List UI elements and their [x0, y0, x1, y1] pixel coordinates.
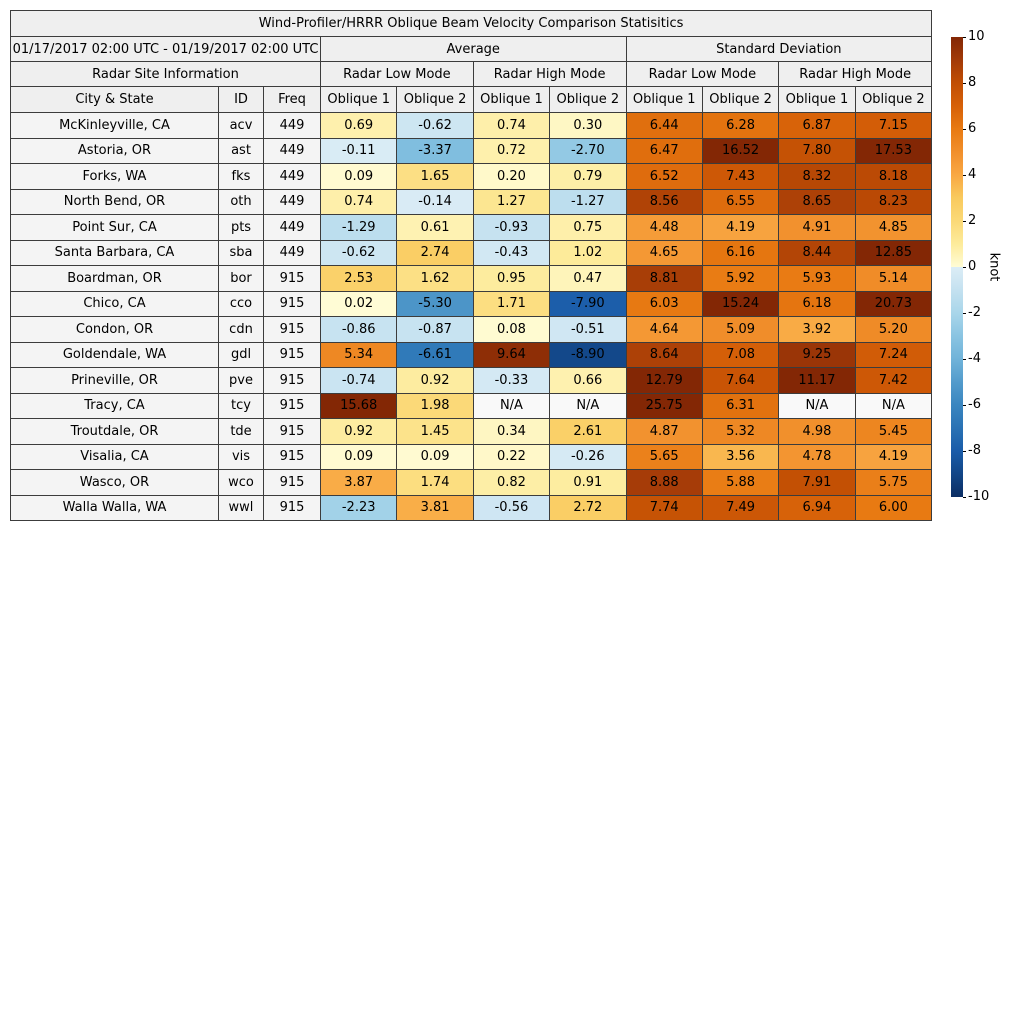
value-cell: 2.72 [550, 495, 626, 521]
freq-cell: 915 [264, 470, 321, 496]
city-cell: Visalia, CA [11, 444, 219, 470]
table-row [11, 164, 932, 190]
freq-cell: 915 [264, 495, 321, 521]
value-cell: 12.79 [626, 368, 702, 394]
city-cell: Troutdale, OR [11, 419, 219, 445]
freq-cell: 915 [264, 444, 321, 470]
value-cell: 0.08 [473, 317, 549, 343]
value-cell: N/A [550, 393, 626, 419]
id-cell: gdl [219, 342, 264, 368]
value-cell: 0.09 [321, 444, 397, 470]
city-cell: Boardman, OR [11, 266, 219, 292]
colorbar-tick-mark [963, 83, 966, 84]
id-cell: acv [219, 113, 264, 139]
value-cell: 0.75 [550, 215, 626, 241]
value-cell: 2.74 [397, 240, 473, 266]
value-cell: -1.29 [321, 215, 397, 241]
city-cell: Astoria, OR [11, 138, 219, 164]
city-cell: McKinleyville, CA [11, 113, 219, 139]
city-cell: Santa Barbara, CA [11, 240, 219, 266]
freq-cell: 449 [264, 138, 321, 164]
value-cell: -0.43 [473, 240, 549, 266]
table-row [11, 189, 932, 215]
value-cell: 8.18 [855, 164, 931, 190]
value-cell: 8.32 [779, 164, 855, 190]
group-header-average: Average [321, 37, 627, 62]
value-cell: 1.62 [397, 266, 473, 292]
value-cell: -0.11 [321, 138, 397, 164]
value-cell: -8.90 [550, 342, 626, 368]
freq-cell: 915 [264, 342, 321, 368]
value-cell: 6.47 [626, 138, 702, 164]
value-cell: 0.69 [321, 113, 397, 139]
value-cell: 3.92 [779, 317, 855, 343]
value-cell: 6.18 [779, 291, 855, 317]
city-cell: Wasco, OR [11, 470, 219, 496]
value-cell: -5.30 [397, 291, 473, 317]
value-cell: -0.56 [473, 495, 549, 521]
value-cell: 4.19 [702, 215, 778, 241]
table-row [11, 240, 932, 266]
table-body [11, 113, 932, 521]
group-header-standard-deviation: Standard Deviation [626, 37, 932, 62]
group-header-row [11, 37, 932, 62]
value-cell: 7.43 [702, 164, 778, 190]
table-row [11, 368, 932, 394]
value-cell: 8.81 [626, 266, 702, 292]
colorbar-tick-mark [963, 221, 966, 222]
value-cell: -2.70 [550, 138, 626, 164]
value-cell: 15.68 [321, 393, 397, 419]
date-range: 01/17/2017 02:00 UTC - 01/19/2017 02:00 UTC [11, 37, 321, 62]
table-row [11, 266, 932, 292]
value-cell: 5.88 [702, 470, 778, 496]
value-cell: -2.23 [321, 495, 397, 521]
colorbar-tick-label: 10 [968, 29, 985, 44]
colorbar-tick-label: -8 [968, 443, 981, 458]
table-row [11, 393, 932, 419]
column-header-oblique-4: Oblique 2 [550, 87, 626, 113]
colorbar-tick-label: -6 [968, 397, 981, 412]
value-cell: -0.87 [397, 317, 473, 343]
value-cell: 4.87 [626, 419, 702, 445]
value-cell: -0.74 [321, 368, 397, 394]
table-row [11, 291, 932, 317]
value-cell: 0.47 [550, 266, 626, 292]
city-cell: Goldendale, WA [11, 342, 219, 368]
colorbar-tick-label: 2 [968, 213, 977, 228]
freq-cell: 449 [264, 189, 321, 215]
value-cell: 0.82 [473, 470, 549, 496]
value-cell: 8.64 [626, 342, 702, 368]
value-cell: 7.42 [855, 368, 931, 394]
value-cell: N/A [779, 393, 855, 419]
value-cell: 7.08 [702, 342, 778, 368]
value-cell: 25.75 [626, 393, 702, 419]
colorbar-tick-label: 6 [968, 121, 977, 136]
table-row [11, 470, 932, 496]
id-cell: pve [219, 368, 264, 394]
value-cell: 5.34 [321, 342, 397, 368]
id-cell: ast [219, 138, 264, 164]
value-cell: -3.37 [397, 138, 473, 164]
mode-header-std-low: Radar Low Mode [626, 62, 779, 87]
value-cell: 0.09 [321, 164, 397, 190]
freq-cell: 915 [264, 266, 321, 292]
value-cell: 6.00 [855, 495, 931, 521]
colorbar-unit-label: knot [986, 252, 1002, 282]
value-cell: 12.85 [855, 240, 931, 266]
table-row [11, 317, 932, 343]
id-cell: tcy [219, 393, 264, 419]
value-cell: 5.45 [855, 419, 931, 445]
value-cell: 0.79 [550, 164, 626, 190]
table-title: Wind-Profiler/HRRR Oblique Beam Velocity Comparison Statisitics [11, 11, 932, 37]
value-cell: 1.65 [397, 164, 473, 190]
value-cell: -6.61 [397, 342, 473, 368]
column-header-id: ID [219, 87, 264, 113]
freq-cell: 449 [264, 215, 321, 241]
value-cell: 17.53 [855, 138, 931, 164]
value-cell: 0.20 [473, 164, 549, 190]
id-cell: fks [219, 164, 264, 190]
value-cell: 6.87 [779, 113, 855, 139]
value-cell: 1.27 [473, 189, 549, 215]
value-cell: 1.71 [473, 291, 549, 317]
value-cell: 3.56 [702, 444, 778, 470]
value-cell: 8.56 [626, 189, 702, 215]
id-cell: cdn [219, 317, 264, 343]
column-header-freq: Freq [264, 87, 321, 113]
colorbar-tick-label: 4 [968, 167, 977, 182]
table-row [11, 215, 932, 241]
id-cell: tde [219, 419, 264, 445]
id-cell: pts [219, 215, 264, 241]
value-cell: -0.51 [550, 317, 626, 343]
id-cell: sba [219, 240, 264, 266]
value-cell: -0.26 [550, 444, 626, 470]
colorbar-tick-label: -2 [968, 305, 981, 320]
value-cell: 5.32 [702, 419, 778, 445]
value-cell: 6.03 [626, 291, 702, 317]
comparison-table [10, 10, 932, 521]
mode-header-avg-high: Radar High Mode [473, 62, 626, 87]
value-cell: 1.98 [397, 393, 473, 419]
value-cell: 4.64 [626, 317, 702, 343]
value-cell: 0.30 [550, 113, 626, 139]
value-cell: 7.49 [702, 495, 778, 521]
value-cell: 6.52 [626, 164, 702, 190]
value-cell: 0.02 [321, 291, 397, 317]
value-cell: 0.61 [397, 215, 473, 241]
value-cell: 4.65 [626, 240, 702, 266]
table-row [11, 138, 932, 164]
column-header-row [11, 87, 932, 113]
colorbar-tick-label: -10 [968, 489, 990, 504]
freq-cell: 915 [264, 393, 321, 419]
value-cell: 7.64 [702, 368, 778, 394]
value-cell: 7.24 [855, 342, 931, 368]
mode-header-std-high: Radar High Mode [779, 62, 932, 87]
colorbar-tick-mark [963, 497, 966, 498]
value-cell: N/A [855, 393, 931, 419]
value-cell: -0.86 [321, 317, 397, 343]
value-cell: 2.61 [550, 419, 626, 445]
id-cell: wco [219, 470, 264, 496]
colorbar-tick-mark [963, 405, 966, 406]
column-header-oblique-1: Oblique 1 [321, 87, 397, 113]
value-cell: 4.19 [855, 444, 931, 470]
city-cell: Point Sur, CA [11, 215, 219, 241]
table-row [11, 113, 932, 139]
value-cell: 6.31 [702, 393, 778, 419]
id-cell: bor [219, 266, 264, 292]
column-header-oblique-3: Oblique 1 [473, 87, 549, 113]
colorbar-gradient [951, 37, 963, 497]
value-cell: 4.91 [779, 215, 855, 241]
value-cell: 5.93 [779, 266, 855, 292]
value-cell: 9.25 [779, 342, 855, 368]
value-cell: 5.09 [702, 317, 778, 343]
colorbar-tick-mark [963, 267, 966, 268]
value-cell: 3.81 [397, 495, 473, 521]
freq-cell: 449 [264, 164, 321, 190]
table-row [11, 419, 932, 445]
value-cell: 6.94 [779, 495, 855, 521]
value-cell: 5.20 [855, 317, 931, 343]
freq-cell: 449 [264, 240, 321, 266]
value-cell: 0.22 [473, 444, 549, 470]
value-cell: N/A [473, 393, 549, 419]
value-cell: 7.74 [626, 495, 702, 521]
column-header-oblique-5: Oblique 1 [626, 87, 702, 113]
site-info-header: Radar Site Information [11, 62, 321, 87]
value-cell: 16.52 [702, 138, 778, 164]
value-cell: -0.62 [397, 113, 473, 139]
value-cell: 5.75 [855, 470, 931, 496]
value-cell: 11.17 [779, 368, 855, 394]
value-cell: 8.23 [855, 189, 931, 215]
city-cell: Tracy, CA [11, 393, 219, 419]
colorbar-tick-label: -4 [968, 351, 981, 366]
city-cell: North Bend, OR [11, 189, 219, 215]
freq-cell: 449 [264, 113, 321, 139]
colorbar-tick-mark [963, 37, 966, 38]
column-header-oblique-7: Oblique 1 [779, 87, 855, 113]
colorbar-tick-label: 0 [968, 259, 977, 274]
mode-header-row [11, 62, 932, 87]
city-cell: Prineville, OR [11, 368, 219, 394]
value-cell: 1.45 [397, 419, 473, 445]
value-cell: 8.44 [779, 240, 855, 266]
value-cell: 0.95 [473, 266, 549, 292]
column-header-oblique-8: Oblique 2 [855, 87, 931, 113]
city-cell: Forks, WA [11, 164, 219, 190]
value-cell: -0.14 [397, 189, 473, 215]
value-cell: 5.65 [626, 444, 702, 470]
value-cell: 1.02 [550, 240, 626, 266]
value-cell: 7.80 [779, 138, 855, 164]
freq-cell: 915 [264, 368, 321, 394]
colorbar-tick-label: 8 [968, 75, 977, 90]
freq-cell: 915 [264, 419, 321, 445]
colorbar-tick-mark [963, 359, 966, 360]
value-cell: 8.65 [779, 189, 855, 215]
table-row [11, 444, 932, 470]
freq-cell: 915 [264, 291, 321, 317]
value-cell: 5.92 [702, 266, 778, 292]
city-cell: Condon, OR [11, 317, 219, 343]
value-cell: 7.91 [779, 470, 855, 496]
value-cell: 0.74 [473, 113, 549, 139]
title-row [11, 11, 932, 37]
id-cell: wwl [219, 495, 264, 521]
value-cell: 4.78 [779, 444, 855, 470]
city-cell: Walla Walla, WA [11, 495, 219, 521]
value-cell: 8.88 [626, 470, 702, 496]
id-cell: oth [219, 189, 264, 215]
value-cell: 4.48 [626, 215, 702, 241]
value-cell: 4.85 [855, 215, 931, 241]
value-cell: 0.09 [397, 444, 473, 470]
mode-header-avg-low: Radar Low Mode [321, 62, 474, 87]
value-cell: -7.90 [550, 291, 626, 317]
value-cell: 0.92 [397, 368, 473, 394]
value-cell: 6.44 [626, 113, 702, 139]
value-cell: 0.66 [550, 368, 626, 394]
value-cell: -0.93 [473, 215, 549, 241]
value-cell: 20.73 [855, 291, 931, 317]
table-row [11, 495, 932, 521]
freq-cell: 915 [264, 317, 321, 343]
value-cell: -1.27 [550, 189, 626, 215]
colorbar-tick-mark [963, 313, 966, 314]
value-cell: -0.33 [473, 368, 549, 394]
value-cell: 15.24 [702, 291, 778, 317]
value-cell: 4.98 [779, 419, 855, 445]
column-header-city-state: City & State [11, 87, 219, 113]
value-cell: 3.87 [321, 470, 397, 496]
value-cell: 6.55 [702, 189, 778, 215]
city-cell: Chico, CA [11, 291, 219, 317]
value-cell: -0.62 [321, 240, 397, 266]
value-cell: 2.53 [321, 266, 397, 292]
value-cell: 0.92 [321, 419, 397, 445]
value-cell: 0.72 [473, 138, 549, 164]
value-cell: 9.64 [473, 342, 549, 368]
column-header-oblique-6: Oblique 2 [702, 87, 778, 113]
colorbar-tick-mark [963, 129, 966, 130]
id-cell: cco [219, 291, 264, 317]
value-cell: 1.74 [397, 470, 473, 496]
value-cell: 0.34 [473, 419, 549, 445]
id-cell: vis [219, 444, 264, 470]
colorbar-tick-mark [963, 175, 966, 176]
column-header-oblique-2: Oblique 2 [397, 87, 473, 113]
value-cell: 0.74 [321, 189, 397, 215]
colorbar-tick-mark [963, 451, 966, 452]
value-cell: 6.16 [702, 240, 778, 266]
value-cell: 7.15 [855, 113, 931, 139]
value-cell: 0.91 [550, 470, 626, 496]
value-cell: 6.28 [702, 113, 778, 139]
value-cell: 5.14 [855, 266, 931, 292]
table-row [11, 342, 932, 368]
